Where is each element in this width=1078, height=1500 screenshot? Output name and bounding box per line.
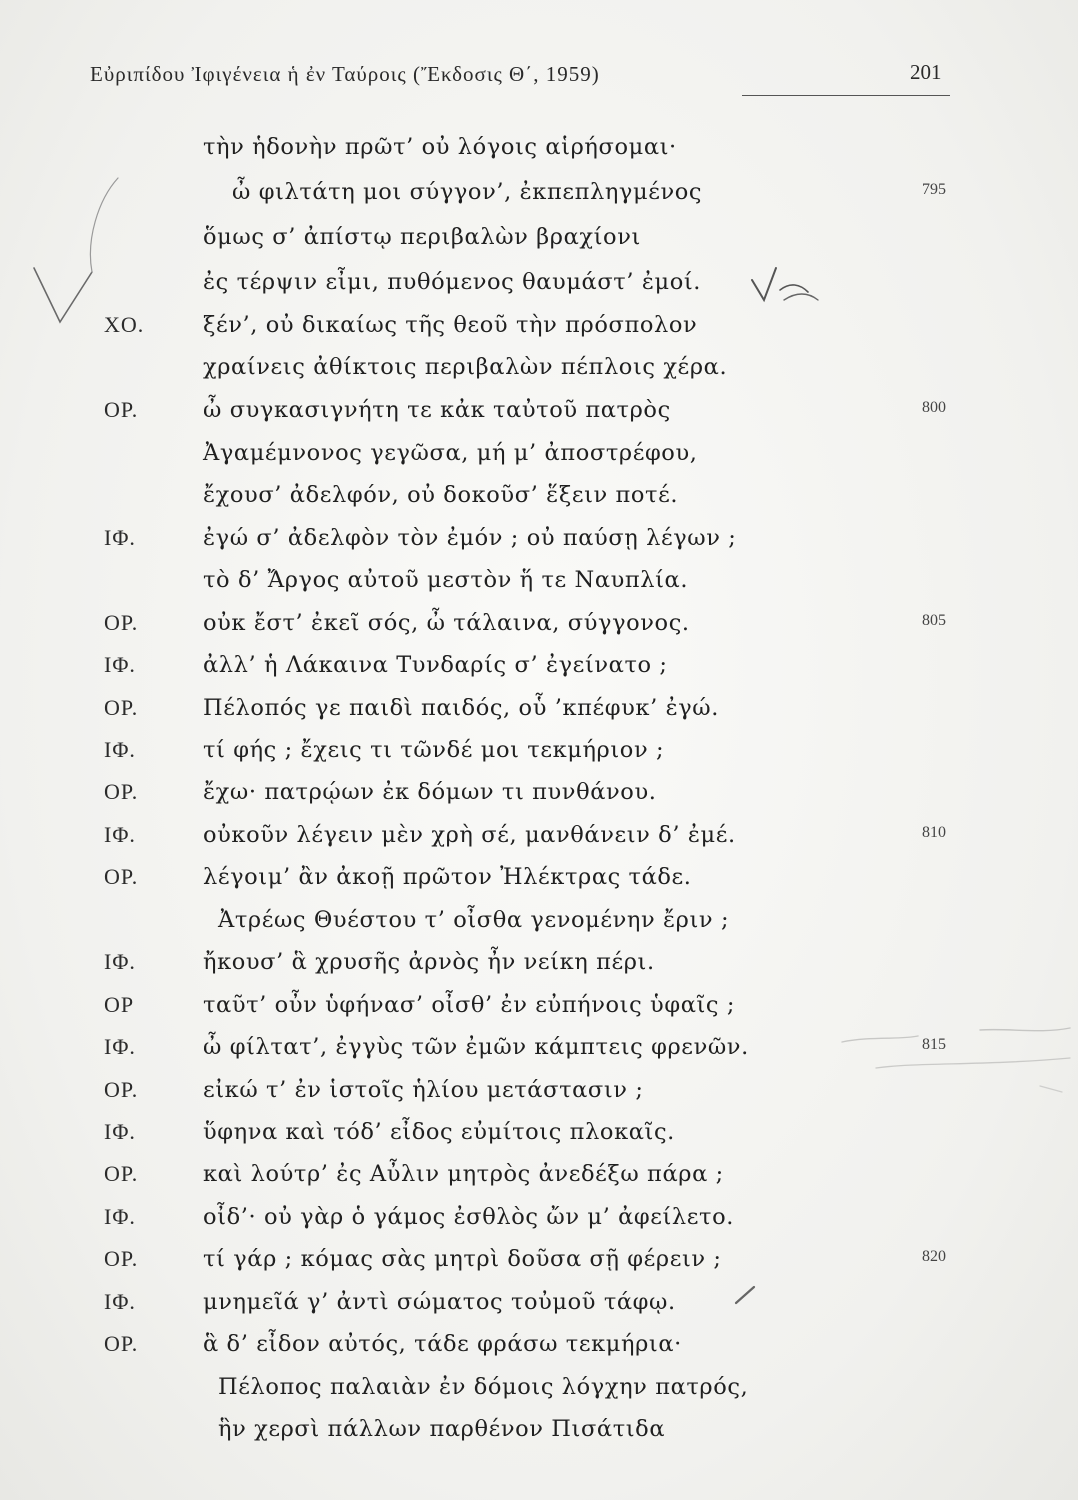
speaker-label: ΟΡ.: [104, 610, 139, 635]
verse-text: ταῦτ’ οὖν ὑφήνασ’ οἶσθ’ ἐν εὐπήνοις ὑφαῖς ;: [203, 992, 736, 1018]
verse-line: [0, 567, 1078, 601]
speaker-label: ΙΦ.: [104, 1034, 136, 1059]
verse-text: ὦ φίλτατ’, ἐγγὺς τῶν ἐμῶν κάμπτεις φρενῶν.: [203, 1034, 749, 1060]
verse-text: οἶδ’· οὐ γὰρ ὁ γάμος ἐσθλὸς ὤν μ’ ἀφείλετο.: [203, 1204, 734, 1230]
verse-text: Ἀγαμέμνονος γεγῶσα, μή μ’ ἀποστρέφου,: [203, 440, 698, 466]
verse-text: ξέν’, οὐ δικαίως τῆς θεοῦ τὴν πρόσπολον: [203, 312, 698, 338]
verse-text: ἔχω· πατρῴων ἐκ δόμων τι πυνθάνου.: [203, 779, 657, 805]
verse-line: [0, 779, 1078, 813]
verse-line: [0, 822, 1078, 856]
line-number: 820: [922, 1248, 946, 1265]
speaker-label: ΙΦ.: [104, 652, 136, 677]
verse-line: [0, 269, 1078, 303]
verse-line: [0, 1331, 1078, 1365]
line-number: 800: [922, 399, 946, 416]
verse-text: μνημεῖά γ’ ἀντὶ σώματος τοὐμοῦ τάφῳ.: [203, 1289, 676, 1315]
verse-line: [0, 1246, 1078, 1280]
speaker-label: ΙΦ.: [104, 737, 136, 762]
verse-text: ἐς τέρψιν εἶμι, πυθόμενος θαυμάστ’ ἐμοί.: [203, 269, 702, 295]
verse-text: χραίνεις ἀθίκτοις περιβαλὼν πέπλοις χέρα.: [203, 354, 728, 380]
speaker-label: ΙΦ.: [104, 1289, 136, 1314]
page-number: 201: [910, 60, 942, 84]
verse-line: [0, 179, 1078, 213]
verse-line: [0, 1034, 1078, 1068]
verse-text: Πέλοπος παλαιὰν ἐν δόμοις λόγχην πατρός,: [218, 1374, 749, 1400]
verse-text: Ἀτρέως Θυέστου τ’ οἶσθα γενομένην ἔριν ;: [218, 907, 730, 933]
speaker-label: ΙΦ.: [104, 1204, 136, 1229]
verse-text: λέγοιμ’ ἂν ἀκοῇ πρῶτον Ἠλέκτρας τάδε.: [203, 864, 692, 890]
verse-line: [0, 652, 1078, 686]
verse-text: ἤκουσ’ ἃ χρυσῆς ἀρνὸς ἦν νείκη πέρι.: [203, 949, 655, 975]
verse-line: [0, 1119, 1078, 1153]
verse-text: ὕφηνα καὶ τόδ’ εἶδος εὐμίτοις πλοκαῖς.: [203, 1119, 675, 1145]
speaker-label: ΟΡ.: [104, 1331, 139, 1356]
speaker-label: ΟΡ.: [104, 397, 139, 422]
verse-text: Πέλοπός γε παιδὶ παιδός, οὗ ’κπέφυκ’ ἐγώ.: [203, 695, 720, 721]
speaker-label: ΟΡ: [104, 992, 135, 1017]
speaker-label: ΟΡ.: [104, 779, 139, 804]
verse-line: [0, 1289, 1078, 1323]
verse-line: [0, 1374, 1078, 1408]
speaker-label: ΟΡ.: [104, 1161, 139, 1186]
verse-text: τί φής ; ἔχεις τι τῶνδέ μοι τεκμήριον ;: [203, 737, 665, 763]
verse-line: [0, 695, 1078, 729]
verse-text: ἔχουσ’ ἀδελφόν, οὐ δοκοῦσ’ ἕξειν ποτέ.: [203, 482, 679, 508]
verse-line: [0, 992, 1078, 1026]
verse-line: [0, 1161, 1078, 1195]
verse-text: ἣν χερσὶ πάλλων παρθένον Πισάτιδα: [218, 1416, 666, 1442]
verse-line: [0, 354, 1078, 388]
verse-text: τὸ δ’ Ἄργος αὐτοῦ μεστὸν ἥ τε Ναυπλία.: [203, 567, 689, 593]
running-title: Εὐριπίδου Ἰφιγένεια ἡ ἐν Ταύροις (Ἔκδοσις Θ΄, 1959): [90, 62, 600, 86]
verse-text: ὦ συγκασιγνήτη τε κἀκ ταὐτοῦ πατρὸς: [203, 397, 671, 423]
line-number: 795: [922, 181, 946, 198]
verse-text: οὐκ ἔστ’ ἐκεῖ σός, ὦ τάλαινα, σύγγονος.: [203, 610, 690, 636]
speaker-label: ΙΦ.: [104, 1119, 136, 1144]
verse-text: οὐκοῦν λέγειν μὲν χρὴ σέ, μανθάνειν δ’ ἐμέ.: [203, 822, 736, 848]
line-number: 810: [922, 824, 946, 841]
speaker-label: ΟΡ.: [104, 695, 139, 720]
speaker-label: ΙΦ.: [104, 822, 136, 847]
speaker-label: ΙΦ.: [104, 949, 136, 974]
speaker-label: ΟΡ.: [104, 864, 139, 889]
verse-text: ἃ δ’ εἶδον αὐτός, τάδε φράσω τεκμήρια·: [203, 1331, 682, 1357]
verse-line: [0, 312, 1078, 346]
verse-line: [0, 482, 1078, 516]
speaker-label: ΟΡ.: [104, 1246, 139, 1271]
verse-text: εἰκώ τ’ ἐν ἱστοῖς ἡλίου μετάστασιν ;: [203, 1077, 644, 1103]
speaker-label: ΧΟ.: [104, 312, 145, 337]
verse-line: [0, 224, 1078, 258]
verse-text: ὦ φιλτάτη μοι σύγγον’, ἐκπεπληγμένος: [232, 179, 703, 205]
verse-line: [0, 864, 1078, 898]
verse-text: ἐγώ σ’ ἀδελφὸν τὸν ἐμόν ; οὐ παύσῃ λέγων ;: [203, 525, 737, 551]
verse-text: ἀλλ’ ἡ Λάκαινα Τυνδαρίς σ’ ἐγείνατο ;: [203, 652, 668, 678]
line-number: 815: [922, 1036, 946, 1053]
verse-line: [0, 610, 1078, 644]
verse-line: [0, 1204, 1078, 1238]
speaker-label: ΟΡ.: [104, 1077, 139, 1102]
verse-text: τὴν ἡδονὴν πρῶτ’ οὐ λόγοις αἱρήσομαι·: [203, 134, 677, 160]
verse-text: ὅμως σ’ ἀπίστῳ περιβαλὼν βραχίονι: [203, 224, 641, 250]
verse-line: [0, 525, 1078, 559]
verse-text: τί γάρ ; κόμας σὰς μητρὶ δοῦσα σῇ φέρειν ;: [203, 1246, 722, 1272]
verse-line: [0, 134, 1078, 168]
verse-line: [0, 397, 1078, 431]
verse-line: [0, 907, 1078, 941]
speaker-label: ΙΦ.: [104, 525, 136, 550]
faint-margin-note-2: [980, 1028, 1070, 1031]
verse-line: [0, 1416, 1078, 1450]
header-rule: [742, 95, 950, 96]
verse-line: [0, 737, 1078, 771]
verse-line: [0, 1077, 1078, 1111]
verse-line: [0, 949, 1078, 983]
verse-text: καὶ λούτρ’ ἐς Αὖλιν μητρὸς ἀνεδέξω πάρα ;: [203, 1161, 724, 1187]
line-number: 805: [922, 612, 946, 629]
verse-line: [0, 440, 1078, 474]
